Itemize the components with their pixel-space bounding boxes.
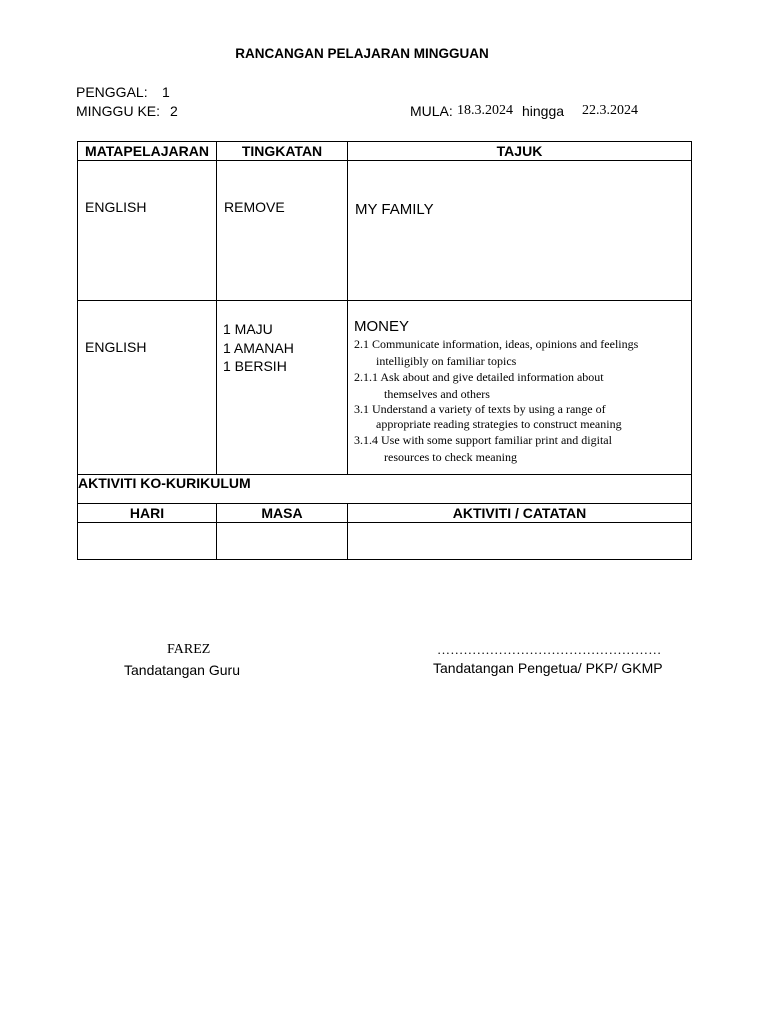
penggal-value: 1: [162, 84, 170, 100]
table-row: [78, 161, 692, 301]
subject-cell: ENGLISH: [85, 339, 147, 355]
form-list: [217, 301, 347, 376]
form-item: 1 MAJU: [223, 321, 273, 337]
activity-cell: [348, 523, 692, 560]
objective-line: intelligibly on familiar topics: [376, 353, 517, 368]
end-date: 22.3.2024: [582, 103, 638, 118]
teacher-name: FAREZ: [167, 642, 211, 657]
principal-signature-line: ……………………………………………: [437, 642, 662, 657]
objective-line: 3.1 Understand a variety of texts by using a range of: [354, 402, 606, 416]
cocurricular-title: AKTIVITI KO-KURIKULUM: [78, 475, 692, 504]
objective-line: 3.1.4 Use with some support familiar print and digital: [354, 433, 612, 447]
topic-title: MONEY: [354, 318, 410, 335]
form-item: 1 BERSIH: [223, 358, 287, 374]
header-subject: MATAPELAJARAN: [78, 142, 217, 161]
table-row: [78, 301, 692, 475]
start-date: 18.3.2024: [457, 103, 513, 118]
header-day: HARI: [78, 504, 217, 523]
table-header-row: [78, 142, 692, 161]
mula-label: MULA:: [410, 103, 453, 119]
topic-cell: [348, 301, 691, 465]
cocurricular-title-row: [78, 475, 692, 504]
objective-line: appropriate reading strategies to construct meaning: [376, 417, 622, 431]
hingga-label: hingga: [522, 103, 565, 119]
teacher-signature-label: Tandatangan Guru: [124, 662, 240, 678]
header-form: TINGKATAN: [217, 142, 348, 161]
penggal-label: PENGGAL:: [76, 84, 148, 100]
objective-line: themselves and others: [384, 386, 490, 401]
minggu-value: 2: [170, 103, 178, 119]
time-cell: [217, 523, 348, 560]
principal-signature-label: Tandatangan Pengetua/ PKP/ GKMP: [433, 660, 663, 676]
objective-line: resources to check meaning: [384, 449, 517, 464]
topic-cell: MY FAMILY: [355, 201, 434, 218]
header-activity: AKTIVITI / CATATAN: [348, 504, 692, 523]
day-cell: [78, 523, 217, 560]
header-time: MASA: [217, 504, 348, 523]
cocurricular-header-row: [78, 504, 692, 523]
objective-line: 2.1.1 Ask about and give detailed information about: [354, 370, 604, 384]
minggu-label: MINGGU KE:: [76, 103, 161, 119]
cocurricular-blank-row: [78, 523, 692, 560]
header-topic: TAJUK: [348, 142, 692, 161]
subject-cell: ENGLISH: [85, 199, 147, 215]
objectives-list: [354, 336, 685, 465]
document-title: RANCANGAN PELAJARAN MINGGUAN: [235, 46, 489, 61]
lesson-plan-table: [77, 141, 692, 560]
objective-line: 2.1 Communicate information, ideas, opinions and feelings: [354, 337, 639, 351]
form-cell: REMOVE: [224, 199, 285, 215]
form-item: 1 AMANAH: [223, 339, 294, 356]
